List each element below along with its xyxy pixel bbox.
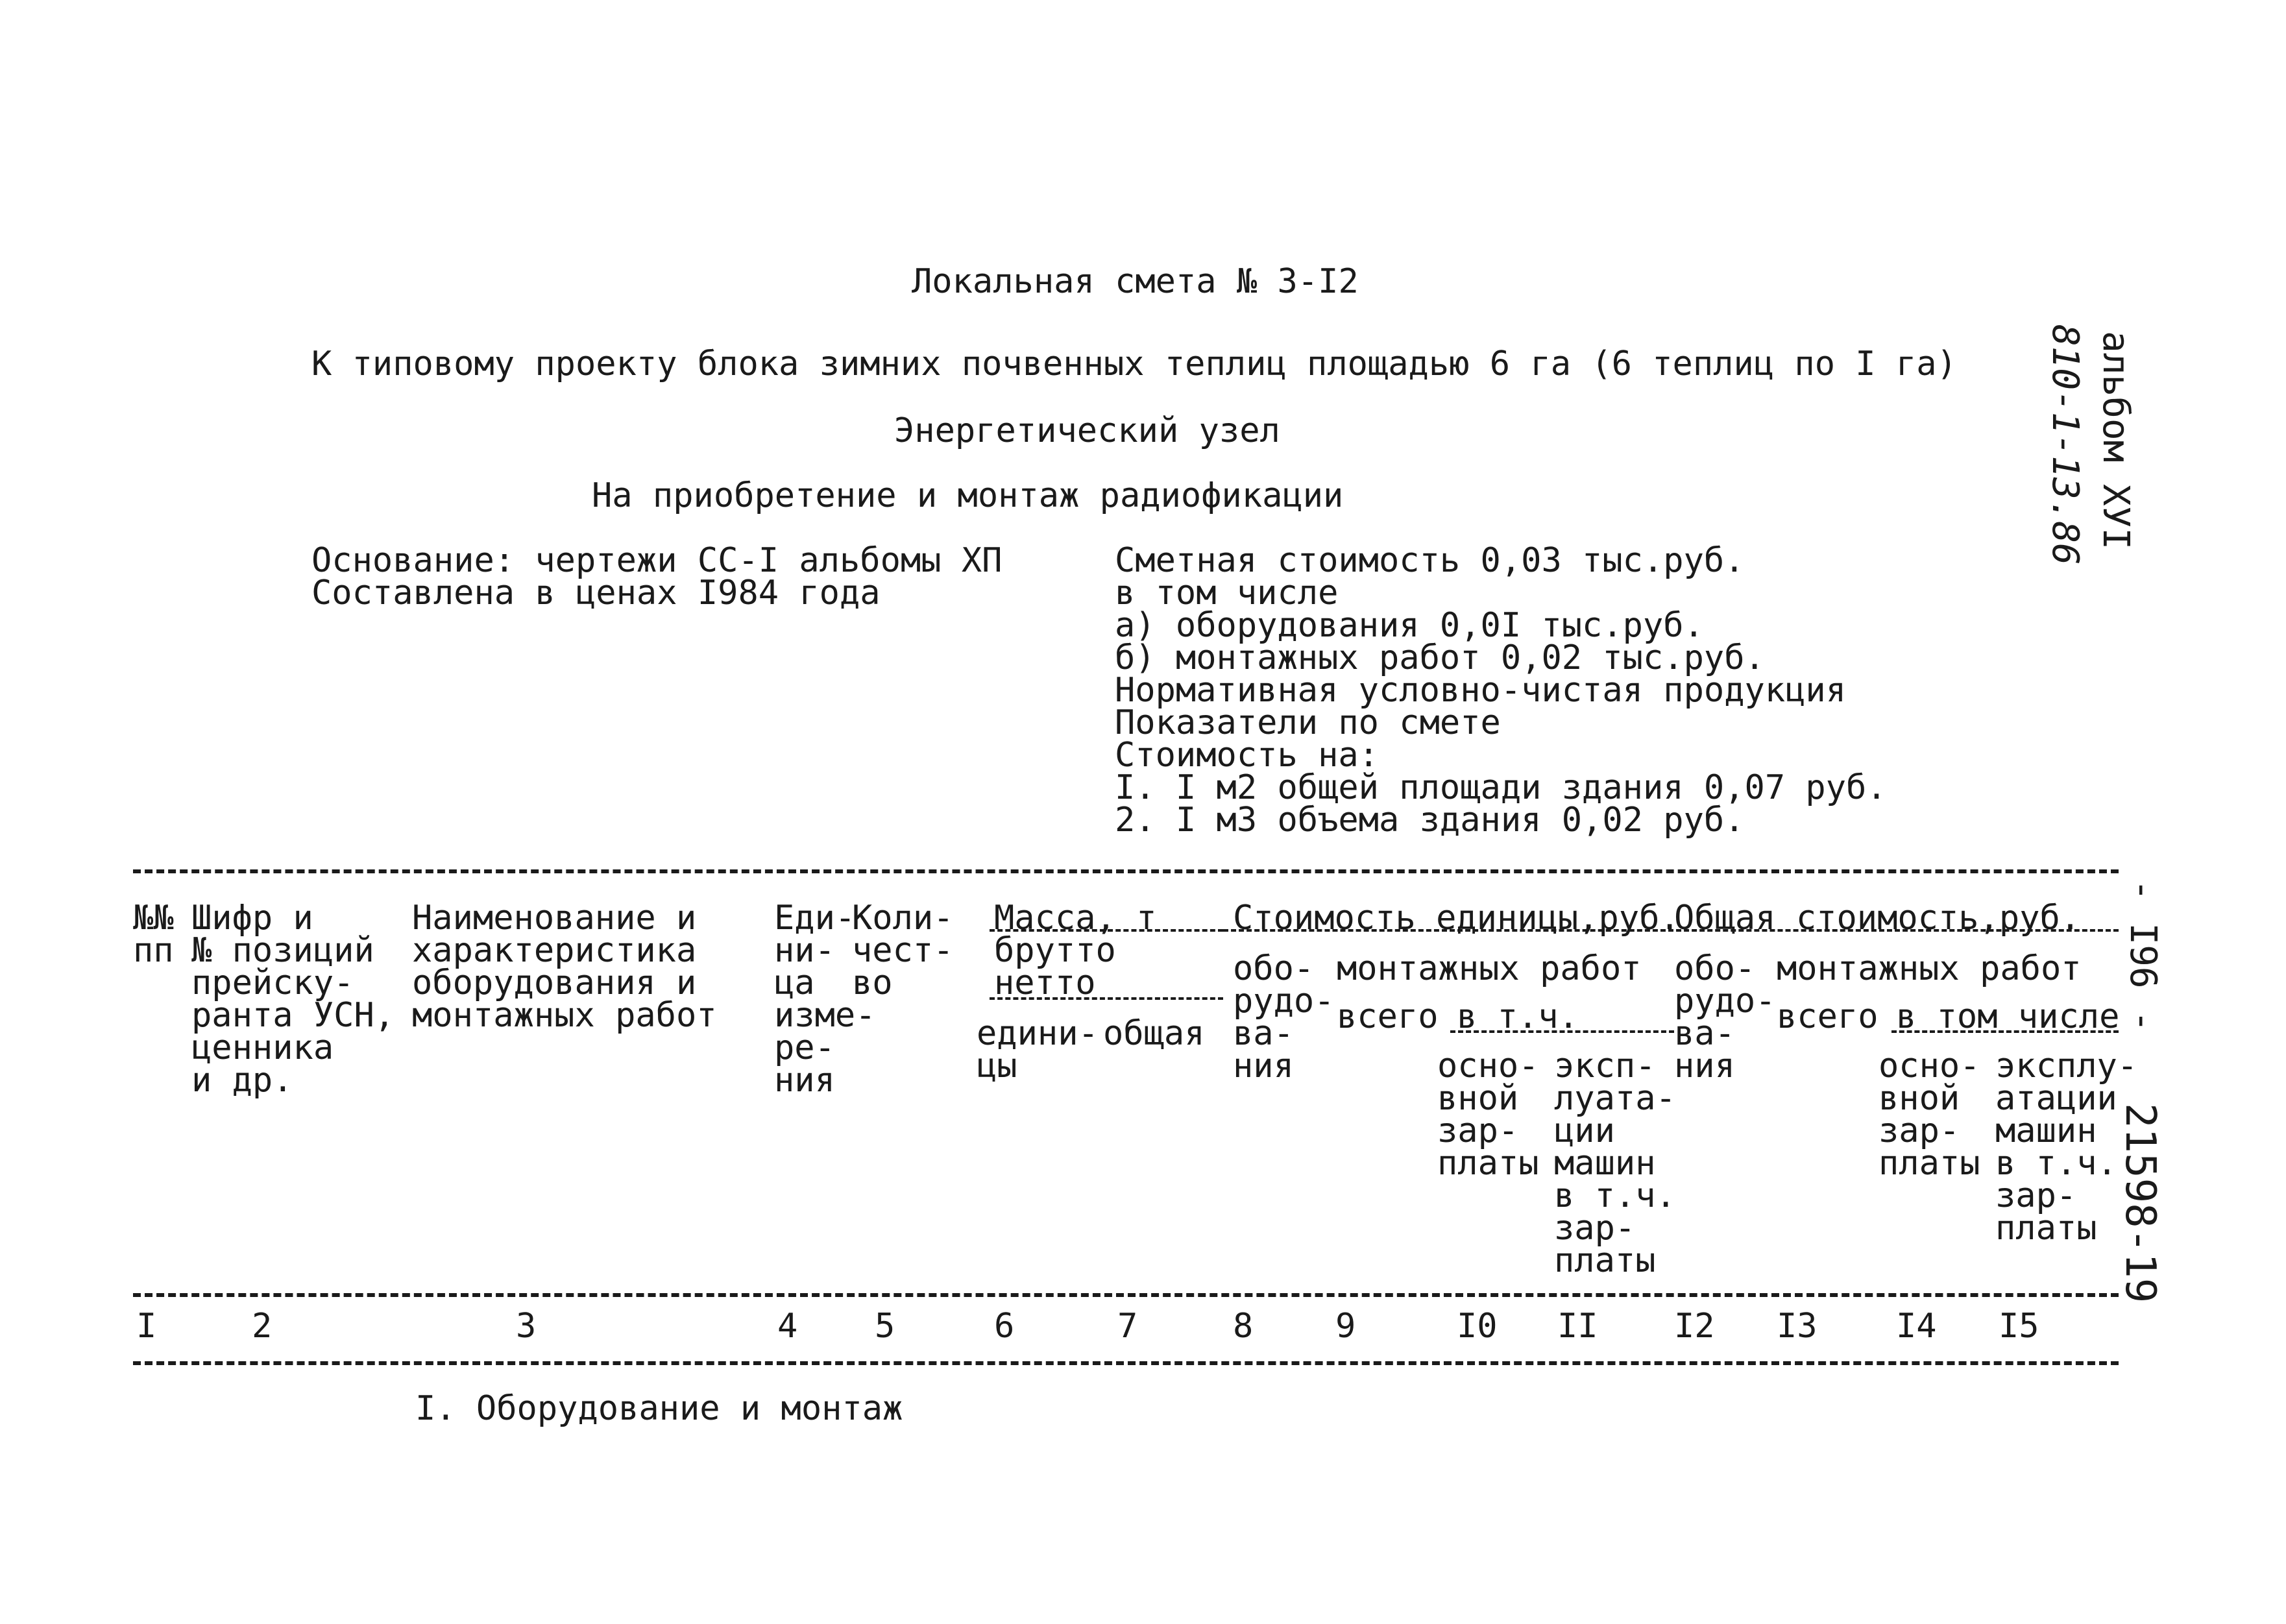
header-col-8: обо- рудо- ва- ния xyxy=(1233,949,1335,1085)
cost-line-5: Нормативная условно-чистая продукция xyxy=(1115,671,1847,710)
project-code: 810-1-13.86 xyxy=(2044,324,2086,565)
numbers-bottom-rule xyxy=(133,1361,2119,1365)
project-subtitle: К типовому проекту блока зимних почвенных теплиц площадью 6 га (6 теплиц по I га) xyxy=(311,345,1957,383)
cost-line-2: в том числе xyxy=(1115,574,1339,612)
header-mass-sub: брутто нетто xyxy=(994,931,1116,1002)
header-col-1: №№ пп xyxy=(133,899,174,970)
header-col-10: осно- вной зар- платы xyxy=(1437,1047,1539,1183)
cost-line-6: Показатели по смете xyxy=(1115,703,1501,742)
page-number: - I96 - xyxy=(2122,879,2164,1033)
header-col-9: всего xyxy=(1337,997,1439,1036)
header-install-group-2: монтажных работ xyxy=(1777,949,2082,988)
node-title: Энергетический узел xyxy=(894,411,1280,450)
header-col-6: едини- цы xyxy=(977,1014,1099,1085)
header-col-15: эксплу- атации машин в т.ч. зар- платы xyxy=(1995,1047,2138,1248)
header-col-3: Наименование и характеристика оборудования и монтажных работ xyxy=(412,899,717,1035)
colnum-1: I xyxy=(136,1307,157,1346)
purpose-title: На приобретение и монтаж радиофикации xyxy=(592,476,1344,515)
header-col-5: Коли- чест- во xyxy=(852,899,954,1002)
section-title: I. Оборудование и монтаж xyxy=(415,1389,903,1428)
colnum-11: II xyxy=(1557,1307,1598,1346)
colnum-14: I4 xyxy=(1896,1307,1937,1346)
header-col-12: обо- рудо- ва- ния xyxy=(1674,949,1776,1085)
header-incl-2: в том числе xyxy=(1896,997,2120,1036)
table-top-rule xyxy=(133,869,2119,873)
header-install-group-1: монтажных работ xyxy=(1337,949,1642,988)
colnum-10: I0 xyxy=(1457,1307,1498,1346)
cost-line-7: Стоимость на: xyxy=(1115,736,1379,775)
header-mass-group: Масса, т xyxy=(994,899,1157,938)
colnum-12: I2 xyxy=(1674,1307,1715,1346)
header-total-cost-group: Общая стоимость,руб. xyxy=(1674,899,2081,938)
colnum-13: I3 xyxy=(1777,1307,1818,1346)
colnum-15: I5 xyxy=(1999,1307,2039,1346)
basis-line-1: Основание: чертежи СС-I альбомы ХП xyxy=(311,541,1003,580)
cost-line-8: I. I м2 общей площади здания 0,07 руб. xyxy=(1115,768,1887,807)
header-unit-cost-group: Стоимость единицы,руб. xyxy=(1233,899,1680,938)
colnum-2: 2 xyxy=(252,1307,273,1346)
header-bottom-rule xyxy=(133,1293,2119,1297)
header-col-2: Шифр и № позиций прейску- ранта УСН, ценника и др. xyxy=(191,899,395,1100)
colnum-4: 4 xyxy=(777,1307,798,1346)
document-number: 21598-19 xyxy=(2116,1103,2164,1303)
cost-line-4: б) монтажных работ 0,02 тыс.руб. xyxy=(1115,638,1765,677)
header-col-7: общая xyxy=(1103,1014,1205,1053)
colnum-9: 9 xyxy=(1335,1307,1356,1346)
header-col-4: Еди- ни- ца изме- ре- ния xyxy=(774,899,876,1100)
document-title: Локальная смета № 3-I2 xyxy=(912,262,1359,301)
colnum-7: 7 xyxy=(1117,1307,1138,1346)
colnum-6: 6 xyxy=(994,1307,1015,1346)
colnum-8: 8 xyxy=(1233,1307,1254,1346)
colnum-3: 3 xyxy=(516,1307,537,1346)
cost-line-3: а) оборудования 0,0I тыс.руб. xyxy=(1115,606,1704,645)
header-col-14: осно- вной зар- платы xyxy=(1879,1047,1980,1183)
colnum-5: 5 xyxy=(875,1307,895,1346)
album-label: альбом ХУI xyxy=(2095,331,2137,550)
cost-line-9: 2. I м3 объема здания 0,02 руб. xyxy=(1115,801,1745,840)
header-col-13: всего xyxy=(1777,997,1879,1036)
header-incl-1: в т.ч. xyxy=(1457,997,1579,1036)
basis-line-2: Составлена в ценах I984 года xyxy=(311,574,881,612)
cost-line-1: Сметная стоимость 0,03 тыс.руб. xyxy=(1115,541,1745,580)
header-col-11: эксп- луата- ции машин в т.ч. зар- платы xyxy=(1554,1047,1676,1280)
